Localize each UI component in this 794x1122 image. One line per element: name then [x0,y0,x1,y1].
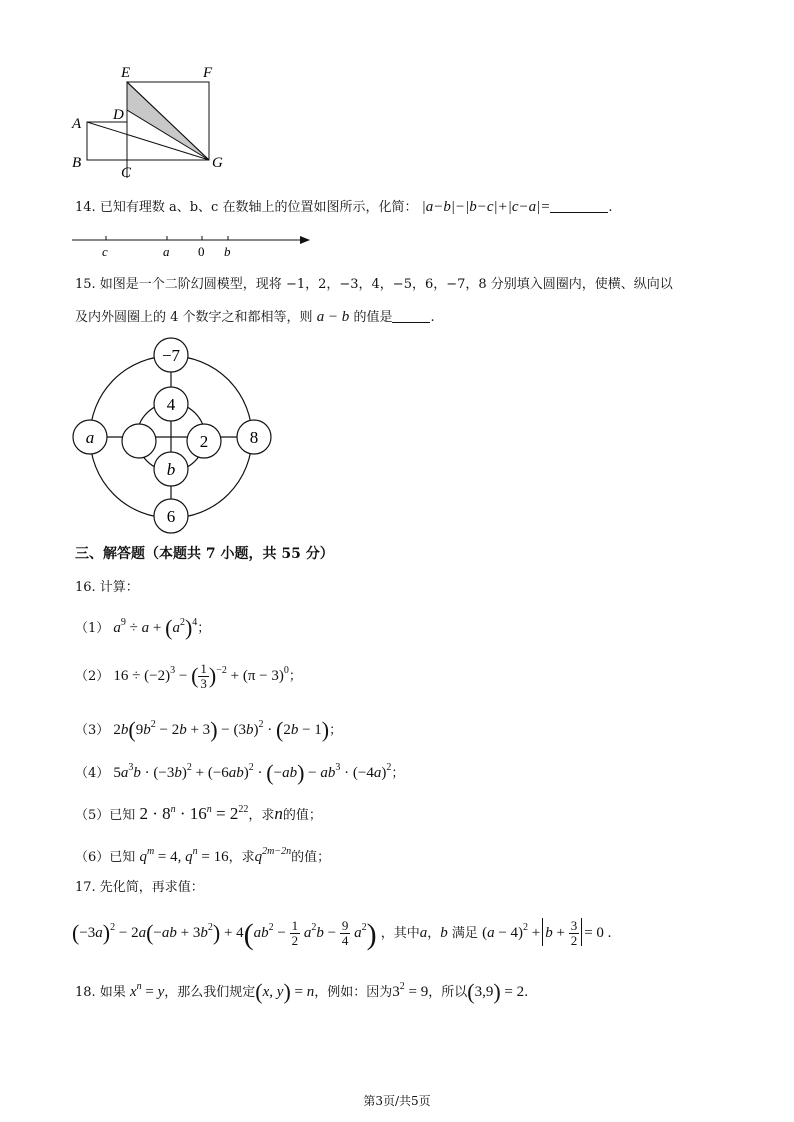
q17-end: = 0 . [584,925,612,941]
label-a: A [72,116,82,132]
q16-part-6-end: 的值； [291,850,331,865]
q16-part-6-prefix: 已知 [109,850,136,865]
q16-part-5-var: n [274,804,283,823]
q16-part-6 [75,843,330,867]
circle-inner-left [122,424,156,458]
section-3-title: 三、解答题（本题共 7 小题，共 55 分） [75,546,334,562]
q18-text1: 18. 如果 [75,985,126,1000]
value-inner-top: 4 [166,395,176,414]
q16-part-5-expr: $2 \cdot 8^n \cdot 16^n = 2^{22}$ [139,804,249,823]
value-inner-bottom: b [166,460,176,479]
magic-circle-figure [70,335,275,535]
line-eg [127,82,209,160]
q16-part-5-text: ，求 [248,808,275,823]
question-15-line2 [75,308,435,327]
question-14 [75,198,613,217]
axis-label-b: b [224,244,231,259]
q14-text: 已知有理数 a、b、c 在数轴上的位置如图所示，化简： [99,200,418,215]
page-footer: 第3页/共5页 [363,1094,431,1108]
q16-part-3: （3） $2b(9b^2 - 2b + 3) - (3b)^2 \cdot (2b - 1)$； [75,717,343,742]
q16-part-5-end: 的值； [282,808,322,823]
q16-part-6-expr: $q^m = 4$, $q^n = 16$ [139,846,229,865]
q16-part-1-expr: $a^9 \div a + (a^2)^4$ [113,615,198,640]
q16-part-4: （4） $5a^3b \cdot (-3b)^2 + (-6ab)^2 \cdot (-ab) - ab^3 \cdot (-4a)^2$； [75,760,405,785]
value-right: 8 [249,428,259,447]
q18-expr-3: $3^2 = 9$ [392,981,429,1000]
q15-answer-blank [392,322,430,323]
label-b: B [72,155,82,171]
q16-part-3-expr: $2b(9b^2 - 2b + 3) - (3b)^2 \cdot (2b - 1)$ [113,717,330,742]
q14-answer-blank [550,212,608,213]
q17-expression-line [72,918,612,951]
q16-part-4-expr: $5a^3b \cdot (-3b)^2 + (-6ab)^2 \cdot (-ab) - ab^3 \cdot (-4a)^2$ [113,760,392,785]
q14-expression: |a−b|−|b−c|+|c−a|= [421,199,551,215]
line-ag [87,122,209,160]
question-15-line1: 15. 如图是一个二阶幻圆模型，现将 −1，2，−3，4，−5，6，−7，8 分别填入圆圈内，使横、纵向以 [75,277,673,292]
q18-expr-4: (3,9) = 2 [467,979,525,1004]
label-d: D [113,107,124,123]
value-top: −7 [161,346,181,365]
q16-part-1: （1） $a^9 \div a + (a^2)^4$； [75,615,211,640]
q14-end: . [608,200,613,215]
axis-label-0: 0 [198,244,205,259]
q17-var-b: b [440,925,448,941]
q18-text4: ，所以 [428,985,468,1000]
q18-text3: ，例如：因为 [314,985,393,1000]
number-line [70,230,320,262]
axis-label-a: a [163,244,170,259]
label-c: C [121,165,132,181]
q18-text2: ，那么我们规定 [164,985,256,1000]
q16-part-2: （2） $16 \div (-2)^3$ − ( $\frac{1}{3}$ )$^{-2} + (\pi - 3)^0$； [75,661,302,692]
q15-line2-text: 及内外圆圈上的 4 个数字之和都相等，则 [75,310,313,325]
q16-part-3-label: （3） [75,723,110,738]
q17-sep: ， [427,926,441,941]
q15-line2-text-b: 的值是 [353,310,393,325]
q15-expression: a − b [316,309,350,325]
axis-label-c: c [102,244,108,259]
q16-part-6-label: （6） [75,850,110,865]
q16-part-2-label: （2） [75,669,110,684]
question-18 [75,978,528,1002]
label-f: F [203,65,213,81]
q16-part-6-text: ，求 [228,850,255,865]
value-inner-right: 2 [199,432,209,451]
q17-expression: $(-3a)^2 - 2a(-ab + 3b^2) + 4(ab^2$ − $\frac{1}{2}$ $a^2b$ − $\frac{9}{4}$ $a^2$) [72,918,377,951]
q16-part-2-expr: $16 \div (-2)^3$ − ( $\frac{1}{3}$ )$^{-2} + (\pi - 3)^0$ [113,661,289,692]
label-e: E [121,65,131,81]
q16-part-1-label: （1） [75,621,110,636]
q18-expr-2: (x, y) = n [255,979,315,1004]
q16-part-5-prefix: 已知 [109,808,136,823]
q16-part-6-target: $q^{2m-2n}$ [254,846,292,865]
q17-var-a: a [419,925,428,941]
question-17-title: 17. 先化简，再求值： [75,880,204,895]
square-small [87,122,127,160]
q18-expr-1: $x^n = y$ [129,981,165,1000]
q16-part-5-label: （5） [75,808,110,823]
question-16-title: 16. 计算： [75,580,139,595]
label-g: G [212,155,223,171]
q17-mid: ，其中 [380,926,420,941]
geometry-figure [68,60,238,185]
value-left: a [85,428,95,447]
q15-end: . [430,310,435,325]
q16-part-4-label: （4） [75,766,110,781]
q18-end: . [524,985,529,1000]
value-bottom: 6 [166,507,176,526]
q14-number: 14. [75,200,96,215]
q17-cond: 满足 [451,926,478,941]
axis-arrow [300,236,310,244]
q16-part-5 [75,801,322,825]
q17-condition-expr: $(a - 4)^2 + b$ + $\frac{3}{2}$ [482,925,584,941]
